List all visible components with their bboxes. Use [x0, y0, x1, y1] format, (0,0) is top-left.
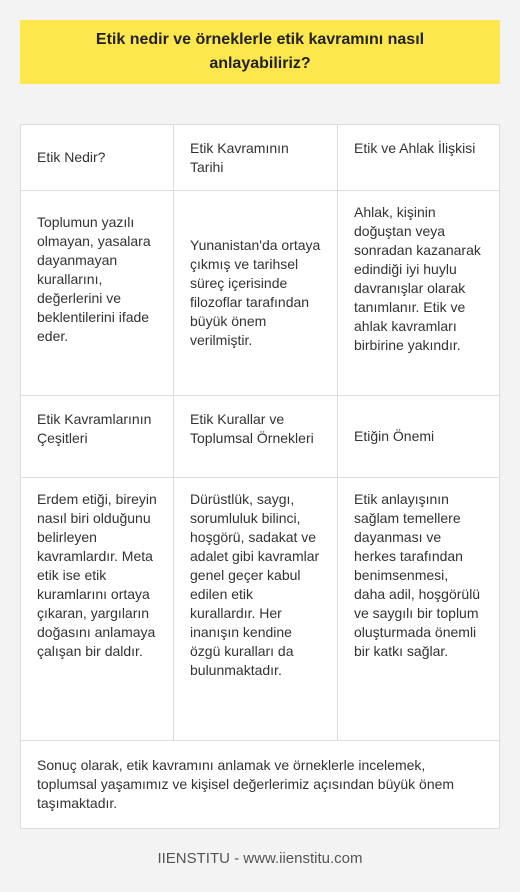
site-credit: IIENSTITU - www.iienstitu.com: [157, 850, 363, 867]
header-cell: [21, 396, 173, 477]
definition-text: Toplumun yazılı olmayan, yasalara dayanmayan kurallarını, değerlerini ve beklentilerini ifade eder.: [37, 214, 151, 344]
history-text: Yunanistan'da ortaya çıkmış ve tarihsel süreç içerisinde filozoflar tarafından büyük önem verilmiştir.: [190, 237, 321, 348]
relation-text: Ahlak, kişinin doğuştan veya sonradan kazanarak edindiği iyi huylu davranışlar olarak tanımlanır. Etik ve ahlak kavramları birbirine yakındır.: [354, 204, 481, 353]
header-cell: [338, 125, 499, 190]
header-cell: [21, 125, 173, 190]
header-cell: [174, 125, 337, 190]
header-types: Etik Kavramlarının Çeşitleri: [37, 411, 152, 446]
header-ethics-morality: Etik ve Ahlak İlişkisi: [354, 140, 476, 156]
content-cell: [174, 191, 337, 395]
header-what-is-ethics: Etik Nedir?: [37, 149, 106, 165]
content-cell: [174, 478, 337, 740]
content-cell: [338, 478, 499, 740]
header-rules: Etik Kurallar ve Toplumsal Örnekleri: [190, 411, 314, 446]
header-history: Etik Kavramının Tarihi: [190, 140, 289, 175]
conclusion-cell: [21, 741, 499, 829]
content-cell: [338, 191, 499, 395]
content-cell: [21, 191, 173, 395]
header-importance: Etiğin Önemi: [354, 428, 435, 444]
header-cell: [338, 396, 499, 477]
header-cell: [174, 396, 337, 477]
content-cell: [21, 478, 173, 740]
title-text: Etik nedir ve örneklerle etik kavramını nasıl anlayabiliriz?: [95, 31, 425, 72]
conclusion-text: Sonuç olarak, etik kavramını anlamak ve örneklerle incelemek, toplumsal yaşamımız ve kişisel değerlerimiz açısından büyük önem taşımaktadır.: [37, 757, 455, 811]
types-text: Erdem etiği, bireyin nasıl biri olduğunu belirleyen kavramlardır. Meta etik ise etik kuramlarını ortaya çıkaran, yargıların doğasını anlamaya çalışan bir daldır.: [37, 491, 157, 659]
page-title: [20, 20, 500, 84]
info-table: [20, 124, 500, 829]
importance-text: Etik anlayışının sağlam temellere dayanması ve herkes tarafından benimsenmesi, daha adil, hoşgörülü ve saygılı bir toplum oluşturmada önemli bir katkı sağlar.: [354, 491, 481, 659]
rules-text: Dürüstlük, saygı, sorumluluk bilinci, hoşgörü, sadakat ve adalet gibi kavramlar genel geçer kabul edilen etik kurallardır. Her inanışın kendine özgü kuralları da bulunmaktadır.: [190, 491, 320, 678]
